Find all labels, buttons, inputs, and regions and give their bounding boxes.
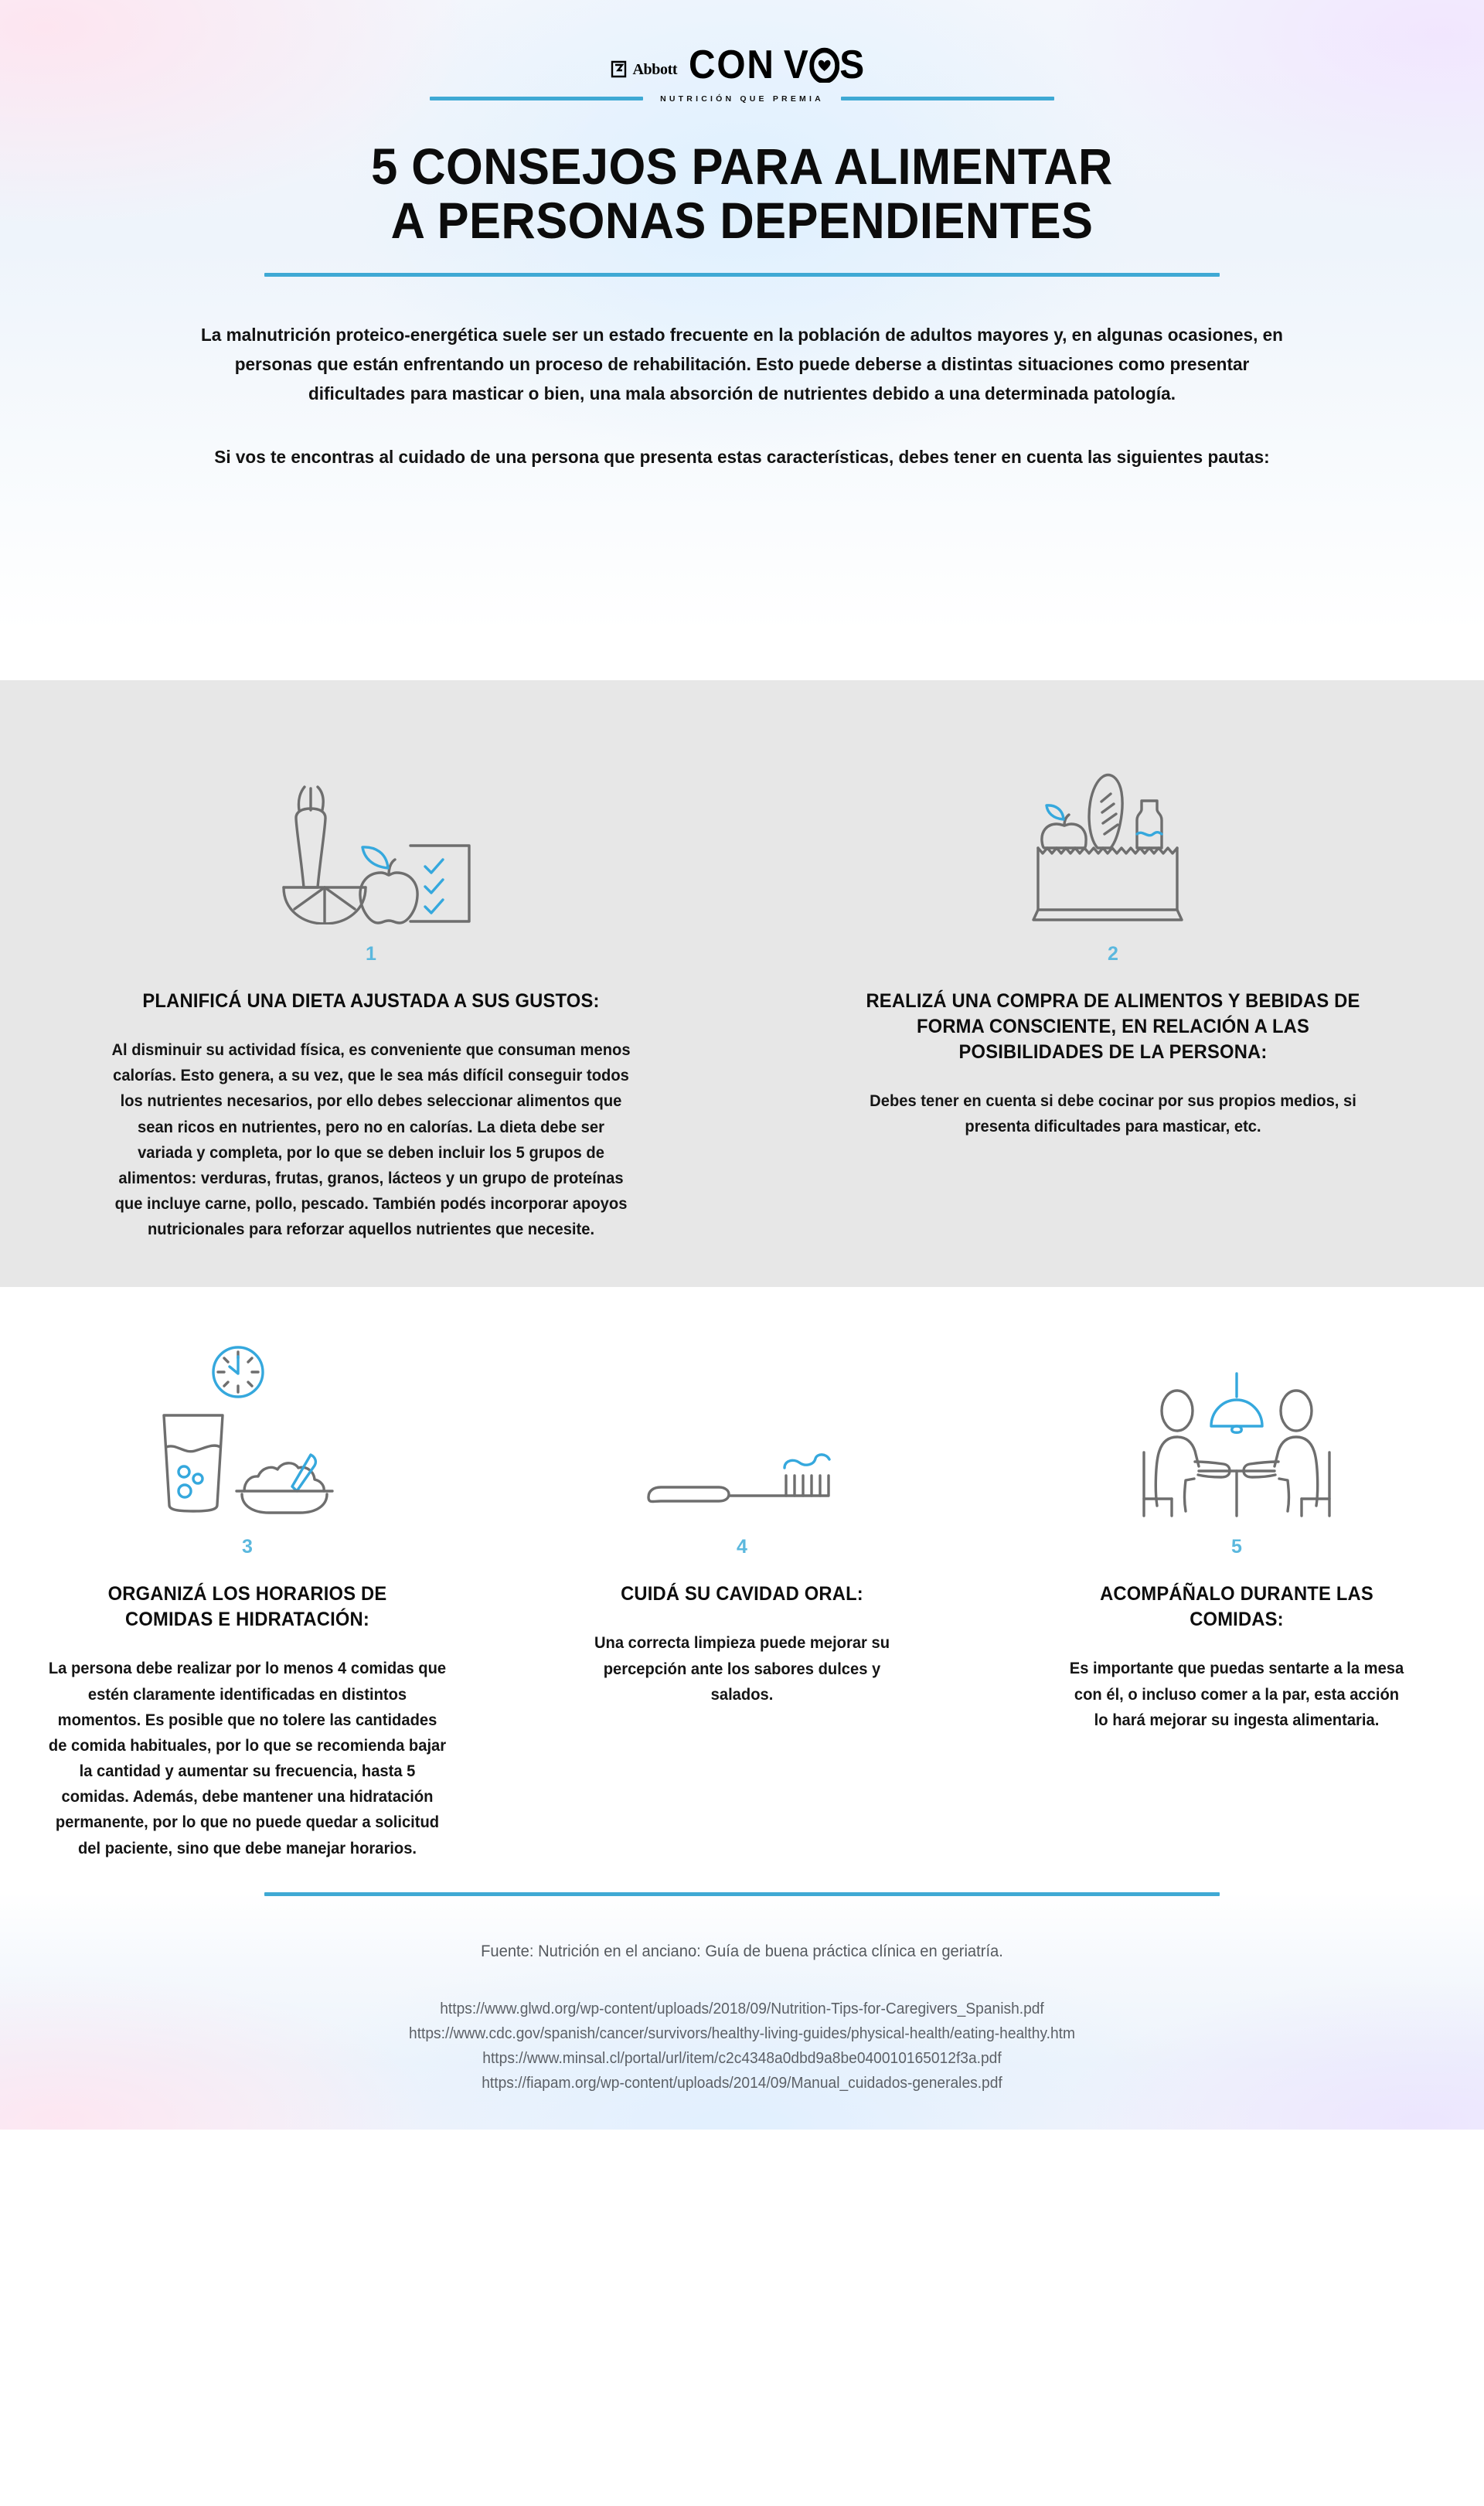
tip-heading-3: ORGANIZÁ LOS HORARIOS DE COMIDAS E HIDRATACIÓN:	[107, 1583, 387, 1631]
page-title-line-2: A PERSONAS DEPENDIENTES	[390, 192, 1094, 250]
page-footer	[0, 1892, 1484, 2130]
footer-link-1[interactable]: https://www.glwd.org/wp-content/uploads/2018/09/Nutrition-Tips-for-Caregivers_Spanish.pdf	[440, 2000, 1044, 2017]
grocery-bag-icon	[1024, 739, 1202, 924]
footer-link-4[interactable]: https://fiapam.org/wp-content/uploads/2014/09/Manual_cuidados-generales.pdf	[482, 2074, 1002, 2092]
tips-band-white	[0, 1287, 1484, 1891]
tips-row-top	[0, 739, 1484, 1242]
tip-heading-4: CUIDÁ SU CAVIDAD ORAL:	[621, 1583, 863, 1605]
tip-body-5: Es importante que puedas sentarte a la mesa con él, o incluso comer a la par, esta acción lo hará mejorar su ingesta alimentaria.	[1069, 1660, 1404, 1729]
brand-block	[0, 45, 1484, 104]
intro-block	[162, 320, 1322, 472]
con-vos-wordmark	[689, 45, 866, 85]
con-vos-text-v: V	[783, 43, 810, 87]
footer-source-text: Fuente: Nutrición en el anciano: Guía de buena práctica clínica en geriatría.	[481, 1942, 1003, 1960]
tip-number-1: 1	[366, 943, 376, 965]
page-title	[52, 139, 1432, 248]
tips-row-bottom	[0, 1332, 1484, 1861]
tip-card-5	[989, 1332, 1484, 1733]
tips-band-gray	[0, 680, 1484, 1287]
tip-number-5: 5	[1231, 1536, 1242, 1558]
page-title-line-1: 5 CONSEJOS PARA ALIMENTAR	[371, 137, 1113, 195]
tip-heading-2: REALIZÁ UNA COMPRA DE ALIMENTOS Y BEBIDAS DE FORMA CONSCIENTE, EN RELACIÓN A LAS POSIBILIDADES DE LA PERSONA:	[866, 990, 1360, 1063]
title-divider	[264, 273, 1220, 277]
page-header	[0, 0, 1484, 680]
footer-links-list	[0, 1997, 1484, 2096]
tagline-row	[0, 94, 1484, 104]
clock-glass-bowl-icon	[139, 1332, 356, 1517]
tip-body-1: Al disminuir su actividad física, es conveniente que consuman menos calorías. Esto genera, a su vez, que le sea más difícil conseguir todos los nutrientes necesarios, por ello debes seleccionar alimentos que sean ricos en nutrientes, pero no en calorías. La dieta debe ser variada y completa, por lo que se deben incluir los 5 grupos de alimentos: verduras, frutas, granos, lácteos y un grupo de proteínas que incluye carne, pollo, pescado. También podés incorporar apoyos nutricionales para reforzar aquellos nutrientes que necesite.	[111, 1041, 631, 1239]
con-vos-text-s: S	[839, 43, 866, 87]
footer-link-3[interactable]: https://www.minsal.cl/portal/url/item/c2c4348a0dbd9a8be040010165012f3a.pdf	[482, 2049, 1002, 2067]
tagline-text: NUTRICIÓN QUE PREMIA	[660, 94, 824, 104]
tagline-rule-left	[430, 97, 643, 100]
tip-card-4	[495, 1332, 989, 1708]
abbott-wordmark: Abbott	[632, 60, 678, 78]
tip-body-4: Una correcta limpieza puede mejorar su percepción ante los sabores dulces y salados.	[594, 1634, 890, 1704]
tip-number-3: 3	[242, 1536, 253, 1558]
intro-paragraph-1: La malnutrición proteico-energética suele ser un estado frecuente en la población de adultos mayores y, en algunas ocasiones, en personas que están enfrentando un proceso de rehabilitación. Esto puede deberse a distintas situaciones como presentar dificultades para masticar o bien, una mala absorción de nutrientes debido a una determinada patología.	[201, 324, 1283, 403]
intro-paragraph-2: Si vos te encontras al cuidado de una persona que presenta estas características, debes tener en cuenta las siguientes pautas:	[214, 446, 1270, 467]
toothbrush-icon	[630, 1332, 854, 1517]
tagline-rule-right	[841, 97, 1054, 100]
tip-heading-5: ACOMPÁÑALO DURANTE LAS COMIDAS:	[1100, 1583, 1373, 1631]
heart-in-circle-icon	[809, 47, 839, 83]
tip-number-2: 2	[1108, 943, 1118, 965]
tip-card-3	[0, 1332, 495, 1861]
tip-body-3: La persona debe realizar por lo menos 4 comidas que estén claramente identificadas en distintos momentos. Es posible que no tolere las cantidades de comida habituales, por lo que se recomienda bajar la cantidad y aumentar su frecuencia, hasta 5 comidas. Además, debe mantener una hidratación permanente, por lo que no puede quedar a solicitud del paciente, sino que debe manejar horarios.	[48, 1660, 447, 1857]
abbott-a-mark-icon	[611, 60, 627, 78]
tip-body-2: Debes tener en cuenta si debe cocinar por sus propios medios, si presenta dificultades para masticar, etc.	[870, 1092, 1356, 1136]
abbott-logo	[611, 60, 677, 80]
footer-divider	[264, 1892, 1220, 1896]
tip-card-2	[742, 739, 1484, 1242]
footer-link-2[interactable]: https://www.cdc.gov/spanish/cancer/survivors/healthy-living-guides/physical-health/eating-healthy.htm	[409, 2024, 1075, 2042]
tip-heading-1: PLANIFICÁ UNA DIETA AJUSTADA A SUS GUSTOS:	[142, 990, 600, 1012]
tip-number-4: 4	[737, 1536, 747, 1558]
two-people-at-table-icon	[1121, 1332, 1353, 1517]
tip-card-1	[0, 739, 742, 1242]
con-vos-text-con: CON	[688, 43, 775, 87]
carrot-apple-checklist-icon	[267, 739, 475, 924]
